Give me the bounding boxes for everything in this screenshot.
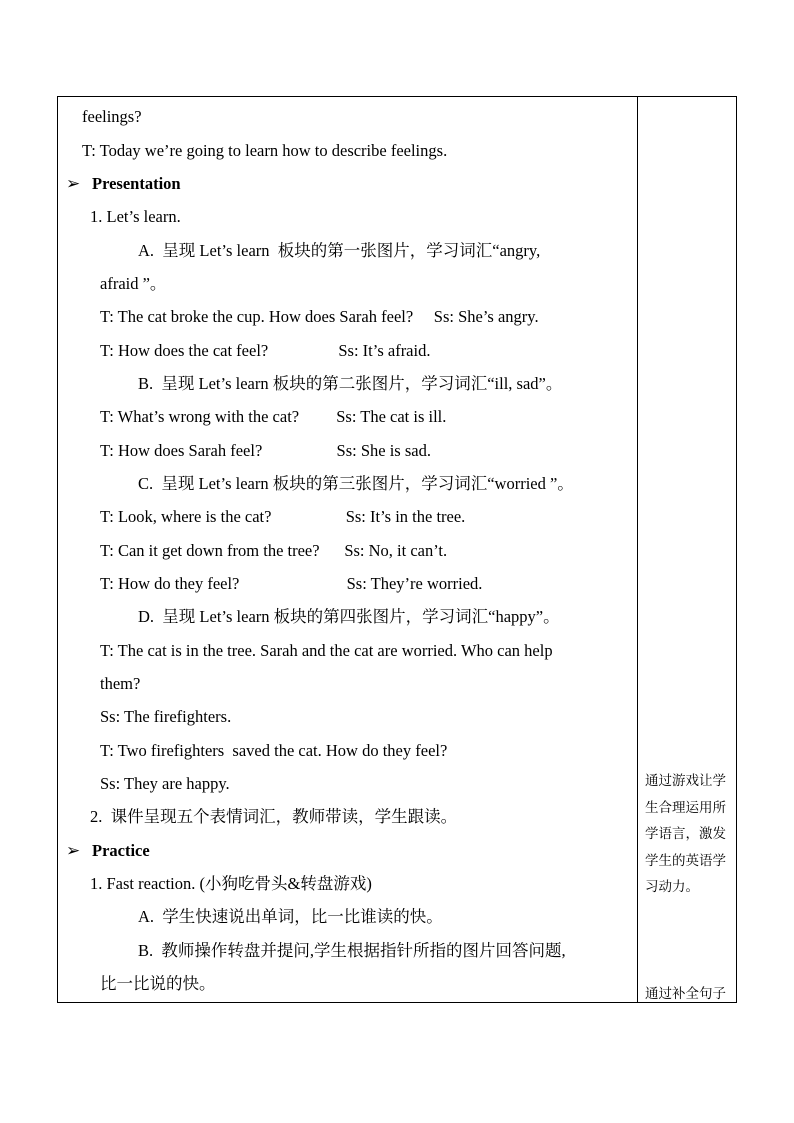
side-note-line: 通过游戏让学 [645, 773, 726, 789]
side-note-line: 习动力。 [645, 879, 699, 895]
text-line: B. 教师操作转盘并提问,学生根据指针所指的图片回答问题, [138, 941, 566, 960]
text-line: Ss: They are happy. [100, 774, 230, 793]
text-line: T: Look, where is the cat? Ss: It’s in the tree. [100, 507, 466, 526]
text-line: B. 呈现 Let’s learn 板块的第二张图片，学习词汇“ill, sad”。 [138, 374, 563, 393]
arrow-bullet-icon: ➢ [66, 841, 81, 860]
section-heading: Presentation [92, 174, 181, 193]
text-line: 2. 课件呈现五个表情词汇，教师带读，学生跟读。 [90, 807, 458, 826]
column-divider [637, 97, 638, 1002]
text-line: 1. Let’s learn. [90, 207, 181, 226]
text-line: T: How does the cat feel? Ss: It’s afraid. [100, 341, 431, 360]
text-line: C. 呈现 Let’s learn 板块的第三张图片，学习词汇“worried ”。 [138, 474, 574, 493]
text-line: 比一比说的快。 [100, 974, 216, 993]
text-line: them? [100, 674, 141, 693]
text-line: feelings? [82, 107, 142, 126]
text-line: D. 呈现 Let’s learn 板块的第四张图片，学习词汇“happy”。 [138, 607, 560, 626]
text-line: T: What’s wrong with the cat? Ss: The cat is ill. [100, 407, 447, 426]
side-note-line: 生合理运用所 [645, 800, 726, 816]
text-line: 1. Fast reaction. (小狗吃骨头&转盘游戏) [90, 874, 372, 893]
text-line: T: The cat is in the tree. Sarah and the cat are worried. Who can help [100, 641, 553, 660]
side-note-line: 学语言，激发 [645, 826, 726, 842]
text-line: afraid ”。 [100, 274, 167, 293]
text-line: Ss: The firefighters. [100, 707, 232, 726]
text-line: T: Today we’re going to learn how to describe feelings. [82, 141, 448, 160]
text-line: T: Can it get down from the tree? Ss: No, it can’t. [100, 541, 448, 560]
text-line: A. 呈现 Let’s learn 板块的第一张图片，学习词汇“angry, [138, 241, 541, 260]
side-note-line: 通过补全句子 [645, 986, 726, 1002]
section-heading: Practice [92, 841, 150, 860]
text-line: T: How do they feel? Ss: They’re worried. [100, 574, 483, 593]
text-line: T: Two firefighters saved the cat. How do they feel? [100, 741, 448, 760]
side-note-line: 学生的英语学 [645, 853, 726, 869]
lesson-plan-table [57, 96, 737, 1003]
text-line: A. 学生快速说出单词，比一比谁读的快。 [138, 907, 443, 926]
arrow-bullet-icon: ➢ [66, 174, 81, 193]
text-line: T: The cat broke the cup. How does Sarah feel? Ss: She’s angry. [100, 307, 539, 326]
text-line: T: How does Sarah feel? Ss: She is sad. [100, 441, 431, 460]
